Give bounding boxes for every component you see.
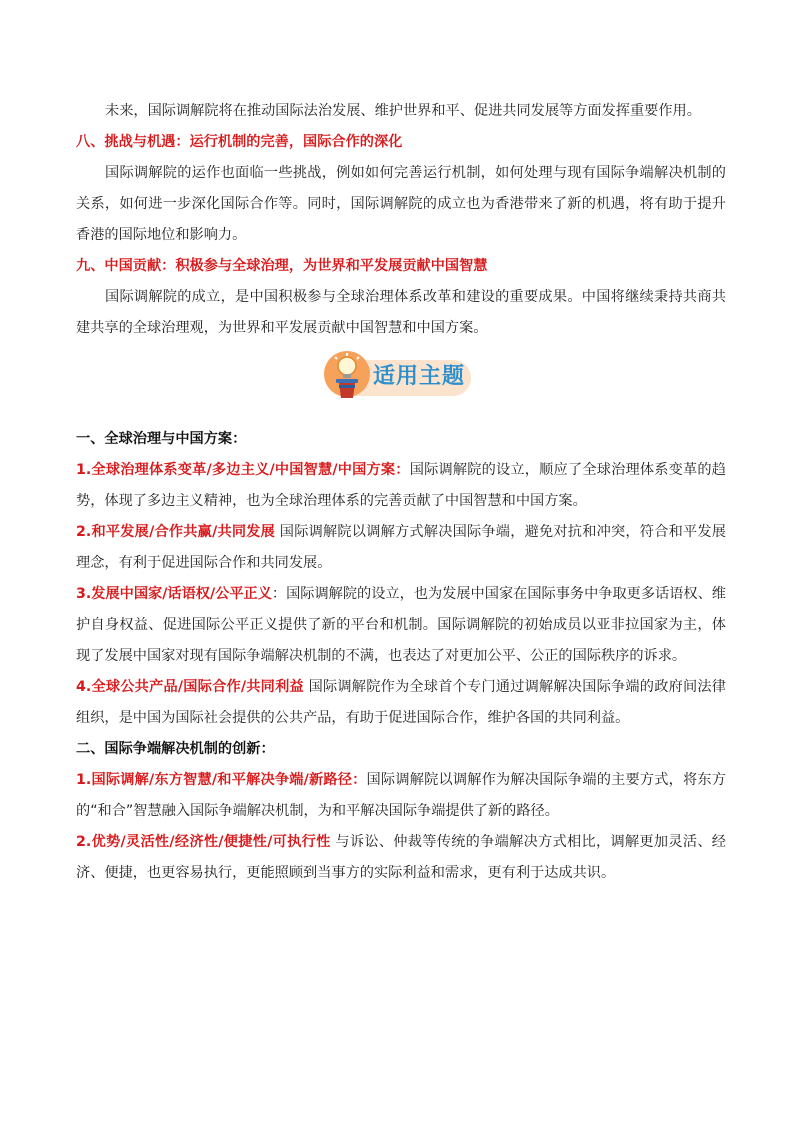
theme-1-item-2-keywords: 2.和平发展/合作共赢/共同发展 (76, 524, 276, 540)
theme-2-item-2 (76, 827, 726, 889)
document-page (76, 96, 726, 889)
section-8-heading: 八、挑战与机遇：运行机制的完善，国际合作的深化 (76, 134, 403, 150)
theme-1-item-2 (76, 517, 726, 579)
theme-1-item-1-text: 国际调解院的设立，顺应了全球治理体系变革的趋势，体现了多边主义精神，也为全球治理体系的完善贡献了中国智慧和中国方案。 (76, 462, 726, 509)
theme-1-heading: 一、全球治理与中国方案： (76, 431, 247, 447)
theme-1-item-2-text: 国际调解院以调解方式解决国际争端，避免对抗和冲突，符合和平发展理念，有利于促进国际合作和共同发展。 (76, 524, 726, 571)
theme-2-item-1 (76, 765, 726, 827)
section-9-heading: 九、中国贡献：积极参与全球治理，为世界和平发展贡献中国智慧 (76, 258, 488, 274)
lightbulb-podium-icon (323, 350, 371, 402)
theme-1-item-1 (76, 455, 726, 517)
section-8-body: 国际调解院的运作也面临一些挑战，例如如何完善运行机制，如何处理与现有国际争端解决机制的关系，如何进一步深化国际合作等。同时，国际调解院的成立也为香港带来了新的机遇，将有助于提升香港的国际地位和影响力。 (76, 165, 726, 243)
theme-1-item-3-text: ：国际调解院的设立，也为发展中国家在国际事务中争取更多话语权、维护自身权益、促进国际公平正义提供了新的平台和机制。国际调解院的初始成员以亚非拉国家为主，体现了发展中国家对现有国际争端解决机制的不满，也表达了对更加公平、公正的国际秩序的诉求。 (76, 586, 726, 664)
theme-2-item-2-keywords: 2.优势/灵活性/经济性/便捷性/可执行性 (76, 834, 331, 850)
theme-2-item-2-text: 与诉讼、仲裁等传统的争端解决方式相比，调解更加灵活、经济、便捷，也更容易执行，更能照顾到当事方的实际利益和需求，更有利于达成共识。 (76, 834, 726, 881)
theme-1-item-3 (76, 579, 726, 672)
theme-2-item-1-keywords: 1.国际调解/东方智慧/和平解决争端/新路径： (76, 772, 367, 788)
banner-badge (323, 356, 475, 398)
theme-1-item-4-text: 国际调解院作为全球首个专门通过调解解决国际争端的政府间法律组织，是中国为国际社会提供的公共产品，有助于促进国际合作，维护各国的共同利益。 (76, 679, 726, 726)
theme-1-item-4-keywords: 4.全球公共产品/国际合作/共同利益 (76, 679, 304, 695)
theme-2-heading: 二、国际争端解决机制的创新： (76, 741, 275, 757)
section-9-body: 国际调解院的成立，是中国积极参与全球治理体系改革和建设的重要成果。中国将继续秉持共商共建共享的全球治理观，为世界和平发展贡献中国智慧和中国方案。 (76, 289, 726, 336)
theme-1-item-4 (76, 672, 726, 734)
theme-1-item-1-keywords: 1.全球治理体系变革/多边主义/中国智慧/中国方案： (76, 462, 410, 478)
theme-1-item-3-keywords: 3.发展中国家/话语权/公平正义 (76, 586, 272, 602)
banner-title: 适用主题 (373, 364, 466, 389)
intro-paragraph: 未来，国际调解院将在推动国际法治发展、维护世界和平、促进共同发展等方面发挥重要作用。 (105, 103, 701, 119)
applicable-themes-banner (76, 348, 726, 418)
theme-2-item-1-text: 国际调解院以调解作为解决国际争端的主要方式，将东方的“和合”智慧融入国际争端解决机制，为和平解决国际争端提供了新的路径。 (76, 772, 726, 819)
